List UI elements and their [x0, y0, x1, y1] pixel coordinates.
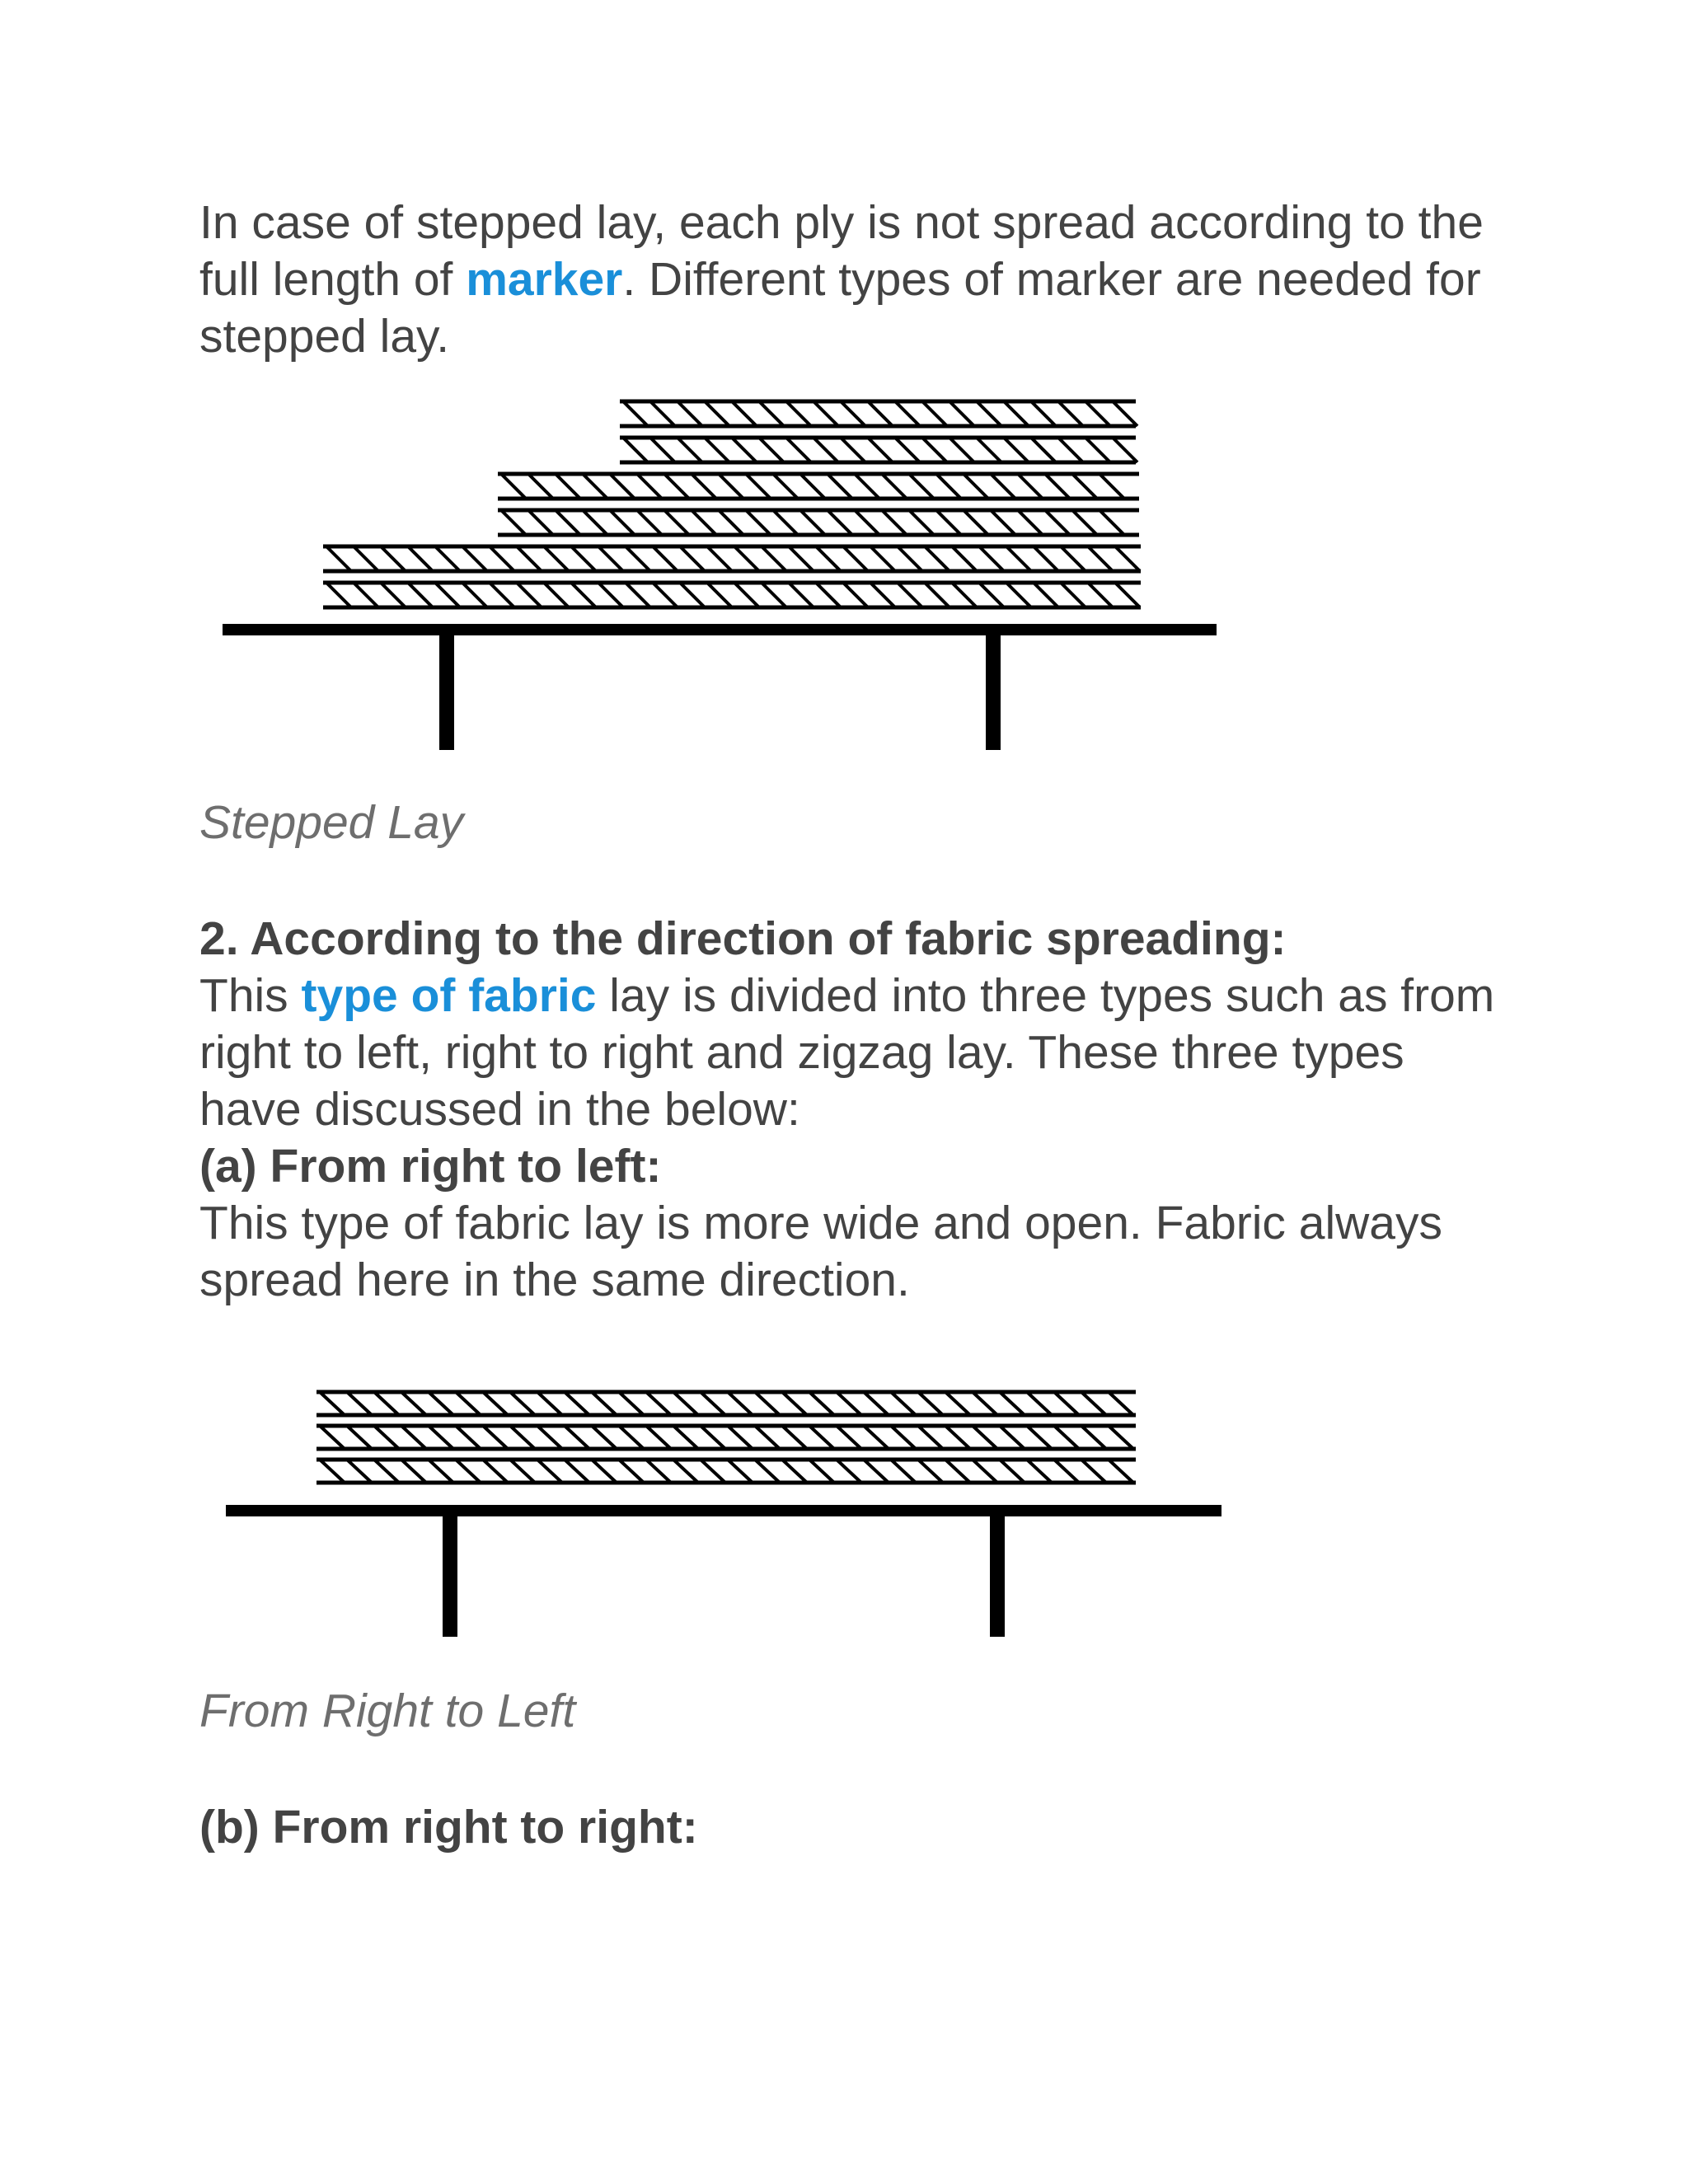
ply-hatch: [326, 583, 1140, 607]
table-leg: [443, 1511, 457, 1637]
ply-hatch: [320, 1392, 1133, 1415]
subsection-a-heading: (a) From right to left:: [199, 1140, 662, 1193]
stepped-lay-caption: Stepped Lay: [199, 796, 464, 849]
type-of-fabric-link[interactable]: type of fabric: [301, 969, 597, 1022]
ply-hatch: [320, 1460, 1133, 1483]
table-leg: [990, 1511, 1005, 1637]
intro-paragraph: [199, 194, 1518, 365]
fabric-ply: [316, 1392, 1136, 1415]
fabric-ply: [323, 583, 1141, 607]
ply-hatch: [326, 546, 1140, 571]
stepped-lay-figure: [0, 387, 1688, 766]
intro-text-start: In case of stepped lay, each ply is not spread according to the full length of: [199, 196, 1484, 306]
fabric-ply: [316, 1460, 1136, 1483]
section-2-heading: 2. According to the direction of fabric spreading:: [199, 912, 1287, 965]
table-leg: [439, 630, 454, 750]
fabric-ply: [316, 1426, 1136, 1449]
subsection-b-heading: (b) From right to right:: [199, 1801, 698, 1854]
ply-hatch: [501, 510, 1124, 535]
cutting-table: [223, 624, 1217, 750]
right-to-left-caption: From Right to Left: [199, 1685, 576, 1737]
cutting-table: [226, 1505, 1221, 1637]
section-2-text-start: This: [199, 969, 302, 1022]
fabric-ply: [620, 401, 1137, 426]
ply-hatch: [320, 1426, 1133, 1449]
right-to-left-figure: [0, 1368, 1688, 1640]
section-2-paragraph: [199, 968, 1518, 1138]
marker-link[interactable]: marker: [466, 253, 623, 306]
table-top: [226, 1505, 1221, 1516]
ply-hatch: [501, 474, 1124, 499]
ply-hatch: [623, 438, 1137, 462]
fabric-ply: [620, 438, 1137, 462]
subsection-a-paragraph: This type of fabric lay is more wide and open. Fabric always spread here in the same direction.: [199, 1197, 1442, 1306]
table-leg: [986, 630, 1001, 750]
fabric-ply: [498, 510, 1139, 535]
intro-text-end: . Different types of marker are needed for stepped lay.: [199, 253, 1481, 363]
fabric-ply: [498, 474, 1139, 499]
table-top: [223, 624, 1217, 635]
ply-hatch: [623, 401, 1137, 426]
fabric-ply: [323, 546, 1141, 571]
section-2-text-end: lay is divided into three types such as from right to left, right to right and zigzag lay. These three types have discussed in the below:: [199, 969, 1495, 1136]
